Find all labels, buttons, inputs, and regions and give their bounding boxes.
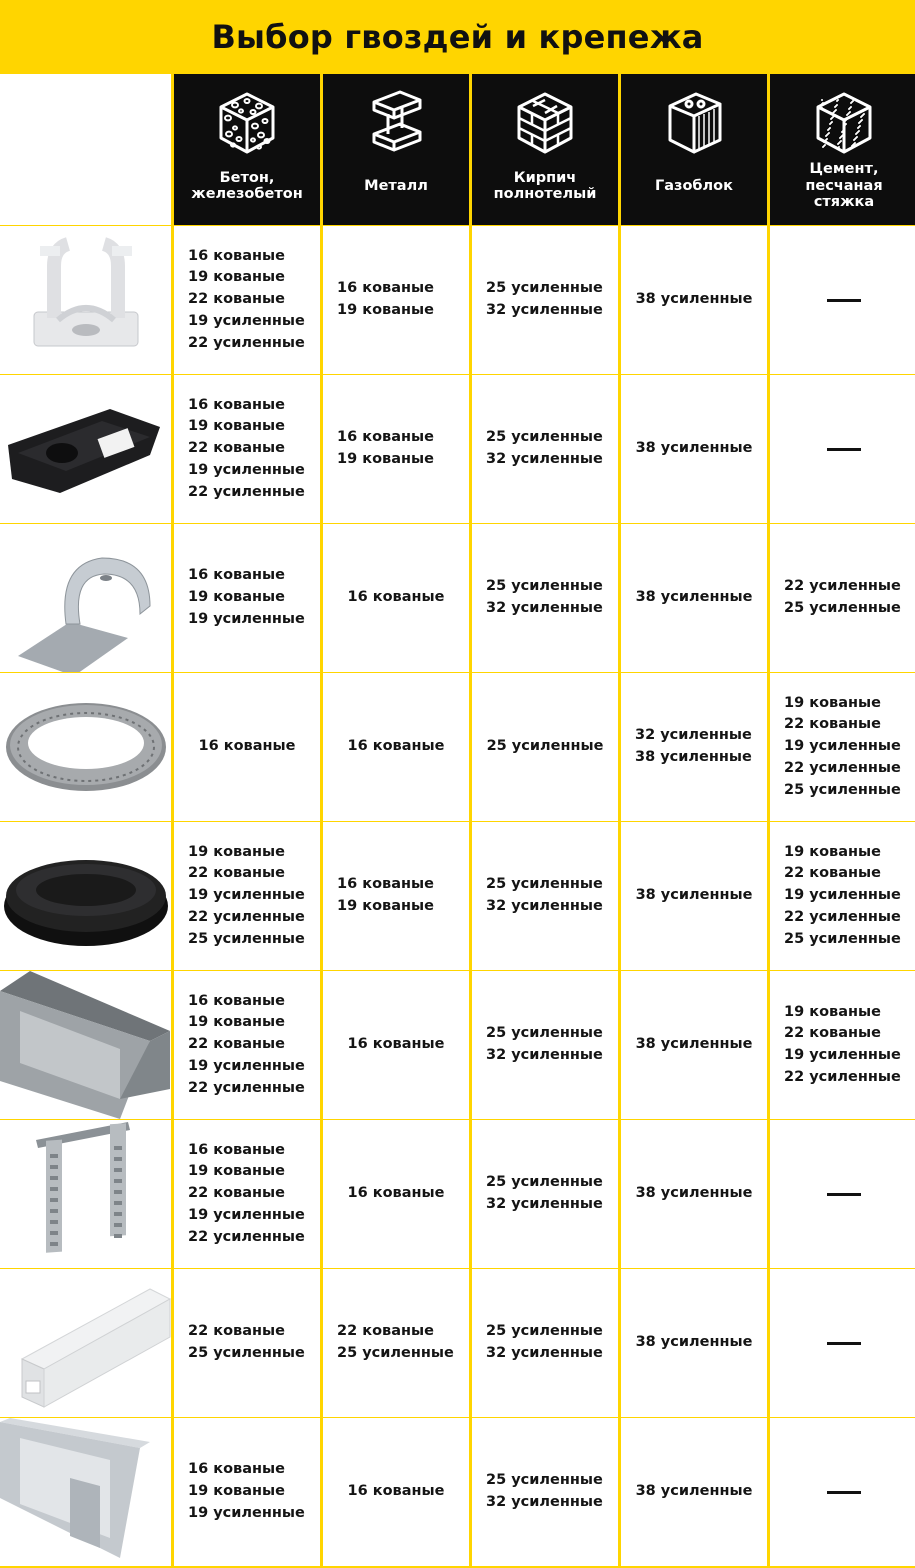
nail-spec: 25 усиленные (188, 1345, 305, 1361)
nail-spec-cell (323, 226, 469, 374)
column-label-lines (364, 178, 428, 195)
nail-spec: 25 усиленные (486, 429, 603, 446)
nail-spec: 38 усиленные (635, 1483, 753, 1500)
nail-spec-cell (472, 1418, 618, 1566)
row-image-9 (0, 1418, 171, 1566)
nail-spec: 19 кованые (188, 843, 285, 860)
nail-spec: 19 усиленные (784, 887, 901, 904)
not-applicable-cell (770, 1418, 915, 1566)
nail-spec: 38 усиленные (635, 440, 753, 457)
nail-spec: 32 усиленные (486, 1047, 603, 1063)
column-label-line: полнотелый (493, 186, 597, 202)
nail-spec: 16 кованые (198, 738, 296, 755)
column-label (475, 160, 615, 212)
nail-spec: 25 усиленные (337, 1345, 454, 1361)
nail-spec-cell (621, 375, 767, 523)
nail-spec: 32 усиленные (486, 600, 603, 616)
nail-spec: 16 кованые (347, 1185, 445, 1202)
nail-spec: 25 усиленные (486, 280, 603, 297)
row-image-1 (0, 226, 171, 374)
nail-spec: 25 усиленные (486, 1174, 603, 1191)
nail-spec: 22 кованые (188, 291, 285, 308)
nail-spec: 22 кованые (337, 1323, 434, 1340)
nail-spec: 16 кованые (188, 992, 285, 1009)
nail-spec-cell (323, 1269, 469, 1417)
row-image-6 (0, 971, 171, 1119)
nail-spec-cell (174, 1269, 320, 1417)
nail-spec: 38 усиленные (635, 1185, 753, 1202)
nail-spec: 19 кованые (784, 1003, 881, 1020)
nail-spec: 32 усиленные (486, 898, 603, 914)
black-cable-clamp-icon (0, 375, 171, 523)
nail-spec-cell (621, 1120, 767, 1268)
nail-spec-cell (770, 524, 915, 672)
column-label (326, 160, 466, 212)
nail-spec: 19 усиленные (784, 738, 901, 755)
nail-spec: 25 усиленные (784, 930, 901, 947)
nail-spec: 22 усиленные (784, 759, 901, 776)
nail-spec: 19 кованые (188, 418, 285, 435)
nail-spec: 19 усиленные (188, 461, 305, 478)
column-label-line: Бетон, (219, 169, 275, 186)
nail-spec: 38 усиленные (635, 749, 752, 765)
row-image-7 (0, 1120, 171, 1268)
nail-spec: 22 кованые (188, 865, 285, 882)
nail-spec-cell (323, 822, 469, 970)
nail-spec-cell (621, 673, 767, 821)
nail-spec-cell (174, 1418, 320, 1566)
title-banner (0, 0, 915, 74)
metal-pipe-bracket-icon (0, 524, 171, 672)
black-damper-tape-roll-icon (0, 822, 171, 970)
nail-spec: 25 усиленные (486, 876, 603, 893)
nail-spec-cell (174, 822, 320, 970)
nail-spec: 16 кованые (188, 247, 285, 264)
column-header-2 (323, 74, 469, 225)
nail-spec: 16 кованые (347, 738, 445, 755)
row-image-5 (0, 822, 171, 970)
nail-spec: 19 усиленные (784, 1047, 901, 1063)
nail-spec: 22 усиленные (784, 908, 901, 925)
nail-spec: 22 кованые (784, 1025, 881, 1042)
nail-spec-cell (323, 1120, 469, 1268)
nail-spec: 16 кованые (188, 1141, 285, 1158)
nail-spec-cell (323, 673, 469, 821)
nail-spec: 22 усиленные (784, 1068, 901, 1085)
nail-spec-cell (472, 822, 618, 970)
nail-spec: 16 кованые (337, 429, 434, 446)
nail-spec: 22 усиленные (188, 908, 305, 925)
nail-spec: 22 усиленные (188, 1228, 305, 1245)
brick-block-icon (513, 88, 577, 160)
nail-spec-cell (323, 524, 469, 672)
nail-spec: 38 усиленные (635, 291, 753, 308)
nail-spec: 22 кованые (188, 1036, 285, 1053)
dash-mark (827, 448, 861, 451)
nail-spec: 22 кованые (188, 1185, 285, 1202)
column-label-lines (191, 170, 302, 203)
nail-spec: 32 усиленные (486, 1345, 603, 1361)
column-label-line: песчаная (805, 177, 883, 194)
nail-spec: 19 кованые (337, 302, 434, 318)
column-label-line: Металл (364, 177, 428, 194)
nail-spec-cell (472, 524, 618, 672)
dash-mark (827, 1193, 861, 1196)
column-label (177, 160, 317, 212)
nail-spec: 19 кованые (188, 1014, 285, 1031)
nail-spec: 22 усиленные (784, 578, 901, 595)
column-header-3 (472, 74, 618, 225)
nail-spec-cell (472, 226, 618, 374)
nail-spec: 22 кованые (784, 716, 881, 733)
dash-mark (827, 299, 861, 302)
concrete-cube-icon (215, 88, 279, 160)
steel-profile-rail-icon (0, 971, 171, 1119)
nail-spec: 19 усиленные (188, 312, 305, 329)
nail-spec: 25 усиленные (784, 600, 901, 616)
nail-spec-cell (174, 971, 320, 1119)
corner-cell (0, 74, 171, 225)
not-applicable-cell (770, 1120, 915, 1268)
nail-spec: 19 кованые (188, 1163, 285, 1180)
nail-spec: 19 усиленные (188, 610, 305, 627)
row-image-3 (0, 524, 171, 672)
nail-spec: 22 усиленные (188, 334, 305, 351)
column-label (624, 160, 764, 212)
nail-spec: 25 усиленные (486, 738, 604, 755)
nail-spec-cell (472, 1120, 618, 1268)
metal-beam-icon (364, 88, 428, 160)
nail-spec-cell (323, 1418, 469, 1566)
nail-spec: 19 кованые (188, 269, 285, 286)
column-label-lines (494, 170, 597, 203)
column-header-4 (621, 74, 767, 225)
page-title: Выбор гвоздей и крепежа (211, 18, 704, 56)
nail-spec: 19 усиленные (188, 887, 305, 904)
nail-spec: 16 кованые (188, 396, 285, 413)
nail-spec-cell (621, 1269, 767, 1417)
fastener-table (0, 74, 915, 1568)
not-applicable-cell (770, 226, 915, 374)
nail-spec: 25 усиленные (188, 930, 305, 947)
nail-spec-cell (621, 226, 767, 374)
nail-spec-cell (174, 226, 320, 374)
nail-spec-cell (770, 822, 915, 970)
nail-spec-cell (621, 524, 767, 672)
nail-spec-cell (472, 673, 618, 821)
nail-spec-cell (770, 971, 915, 1119)
nail-spec: 16 кованые (337, 876, 434, 893)
nail-spec: 19 усиленные (188, 1504, 305, 1521)
column-label-lines (655, 178, 733, 195)
nail-spec: 32 усиленные (635, 727, 752, 744)
row-image-4 (0, 673, 171, 821)
nail-spec: 16 кованые (347, 1483, 445, 1500)
cement-screed-cube-icon (812, 88, 876, 160)
nail-spec-cell (472, 971, 618, 1119)
aerated-block-icon (662, 88, 726, 160)
nail-spec-cell (174, 673, 320, 821)
nail-spec-cell (621, 971, 767, 1119)
nail-spec: 22 кованые (188, 1323, 285, 1340)
aluminium-profile-icon (0, 1418, 171, 1566)
nail-spec: 38 усиленные (635, 1334, 753, 1351)
nail-spec-cell (174, 375, 320, 523)
nail-spec: 22 усиленные (188, 1079, 305, 1096)
nail-spec: 16 кованые (347, 1036, 445, 1053)
nail-spec: 19 кованые (188, 589, 285, 606)
nail-spec: 25 усиленные (486, 1323, 603, 1340)
nail-spec: 25 усиленные (486, 578, 603, 595)
nail-spec: 19 усиленные (188, 1206, 305, 1223)
white-pipe-clip-icon (0, 226, 171, 374)
column-label-line: железобетон (191, 186, 303, 202)
column-label-line: Цемент, (809, 161, 879, 178)
nail-spec: 19 кованые (337, 898, 434, 914)
plastic-profile-icon (0, 1269, 171, 1417)
nail-spec: 19 усиленные (188, 1057, 305, 1074)
nail-spec-cell (174, 1120, 320, 1268)
nail-spec: 32 усиленные (486, 451, 603, 467)
column-label (774, 160, 914, 212)
nail-spec: 16 кованые (188, 1461, 285, 1478)
nail-spec: 22 кованые (784, 865, 881, 882)
nail-spec-cell (174, 524, 320, 672)
row-image-8 (0, 1269, 171, 1417)
not-applicable-cell (770, 1269, 915, 1417)
not-applicable-cell (770, 375, 915, 523)
nail-spec: 19 кованые (784, 843, 881, 860)
column-header-5 (770, 74, 915, 225)
nail-spec-cell (323, 375, 469, 523)
nail-spec: 16 кованые (337, 280, 434, 297)
nail-spec: 32 усиленные (486, 1494, 603, 1510)
nail-spec-cell (770, 673, 915, 821)
nail-spec: 38 усиленные (635, 589, 753, 606)
nail-spec: 22 усиленные (188, 483, 305, 500)
nail-spec-cell (621, 1418, 767, 1566)
nail-spec: 16 кованые (347, 589, 445, 606)
nail-spec: 19 кованые (784, 694, 881, 711)
column-label-line: Газоблок (655, 177, 733, 194)
nail-spec-cell (323, 971, 469, 1119)
nail-spec: 32 усиленные (486, 302, 603, 318)
nail-spec: 16 кованые (188, 567, 285, 584)
nail-spec: 38 усиленные (635, 1036, 753, 1053)
column-label-line: Кирпич (513, 169, 577, 186)
nail-spec: 19 кованые (337, 451, 434, 467)
dash-mark (827, 1342, 861, 1345)
nail-spec: 25 усиленные (486, 1472, 603, 1489)
nail-spec-cell (472, 1269, 618, 1417)
nail-spec: 25 усиленные (784, 781, 901, 798)
column-header-1 (174, 74, 320, 225)
direct-suspension-hanger-icon (0, 1120, 171, 1268)
nail-spec: 25 усиленные (486, 1025, 603, 1042)
perforated-tape-roll-icon (0, 673, 171, 821)
nail-spec: 22 кованые (188, 440, 285, 457)
nail-spec-cell (472, 375, 618, 523)
nail-spec: 38 усиленные (635, 887, 753, 904)
column-label-line: стяжка (813, 194, 875, 211)
nail-spec: 19 кованые (188, 1483, 285, 1500)
dash-mark (827, 1491, 861, 1494)
nail-spec-cell (621, 822, 767, 970)
row-image-2 (0, 375, 171, 523)
column-label-lines (805, 161, 882, 211)
nail-spec: 32 усиленные (486, 1196, 603, 1212)
